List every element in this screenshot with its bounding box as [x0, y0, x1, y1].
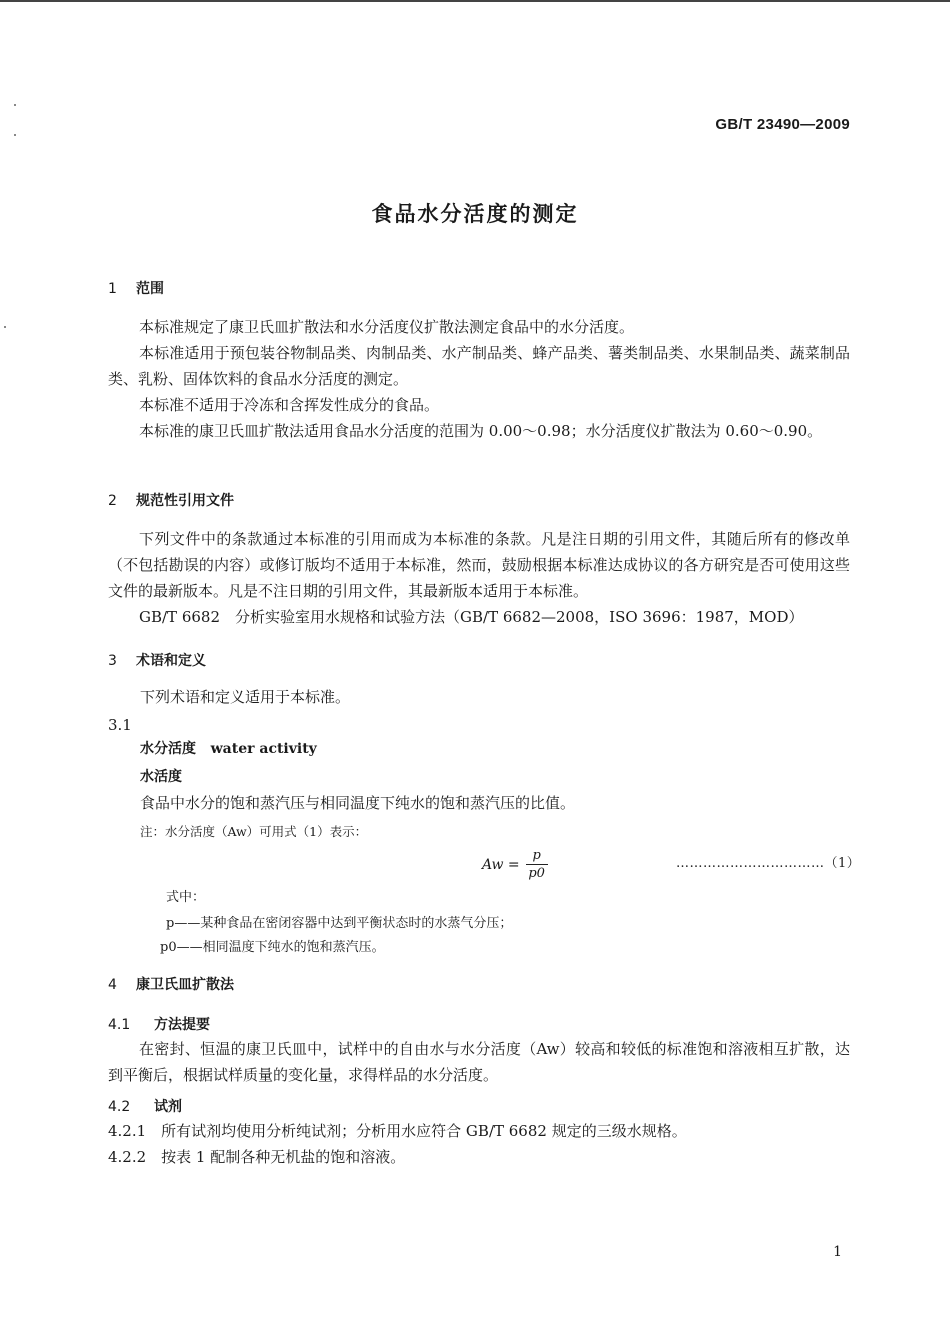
subsection-4-2-heading: 4.2 试剂: [108, 1099, 182, 1115]
standard-code: GB/T 23490—2009: [715, 116, 850, 133]
clause-4-2-1: 4.2.1 所有试剂均使用分析纯试剂；分析用水应符合 GB/T 6682 规定的三级水规格。: [108, 1122, 687, 1140]
term-heading: [140, 738, 317, 758]
formula-numerator: p: [532, 848, 541, 863]
section-2-heading: 2 规范性引用文件: [108, 493, 234, 509]
paragraph: 下列文件中的条款通过本标准的引用而成为本标准的条款。凡是注日期的引用文件，其随后所有的修改单（不包括勘误的内容）或修订版均不适用于本标准，然而，鼓励根据本标准达成协议的各方研究是否可使用这些文件的最新版本。凡是不注日期的引用文件，其最新版本适用于本标准。: [108, 530, 850, 600]
normative-reference: GB/T 6682 分析实验室用水规格和试验方法（GB/T 6682—2008，ISO 3696：1987，MOD）: [139, 608, 804, 626]
top-border-rule: [0, 0, 950, 2]
section-2-body: [108, 526, 850, 630]
paragraph: 本标准适用于预包装谷物制品类、肉制品类、水产制品类、蜂产品类、薯类制品类、水果制品类、蔬菜制品类、乳粉、固体饮料的食品水分活度的测定。: [108, 344, 850, 388]
formula-denominator: p0: [528, 866, 545, 881]
paragraph: 本标准不适用于冷冻和含挥发性成分的食品。: [139, 396, 440, 414]
clause-4-2-2: 4.2.2 按表 1 配制各种无机盐的饱和溶液。: [108, 1148, 406, 1166]
paragraph: 在密封、恒温的康卫氏皿中，试样中的自由水与水分活度（Aw）较高和较低的标准饱和溶液相互扩散，达到平衡后，根据试样质量的变化量，求得样品的水分活度。: [108, 1040, 850, 1084]
formula-note: 注：水分活度（Aw）可用式（1）表示：: [140, 824, 368, 839]
section-3-intro: 下列术语和定义适用于本标准。: [140, 688, 351, 706]
section-1-body: [108, 314, 850, 444]
term-chinese: 水分活度: [140, 741, 196, 757]
section-1-heading: 1 范围: [108, 281, 164, 297]
variable-p0-definition: p0——相同温度下纯水的饱和蒸汽压。: [160, 940, 385, 955]
scan-speck: [4, 326, 6, 328]
page-number: 1: [833, 1244, 842, 1260]
term-alternative: 水活度: [140, 769, 182, 785]
section-3-heading: 3 术语和定义: [108, 653, 206, 669]
formula-fraction: [526, 848, 548, 881]
variable-p-definition: p——某种食品在密闭容器中达到平衡状态时的水蒸气分压；: [166, 916, 513, 931]
equation-number: ……………………………（1）: [676, 856, 861, 871]
scan-speck: [14, 104, 16, 106]
scan-speck: [14, 134, 16, 136]
subsection-4-1-body: [108, 1036, 850, 1088]
section-4-heading: 4 康卫氏皿扩散法: [108, 977, 234, 993]
term-definition: 食品中水分的饱和蒸汽压与相同温度下纯水的饱和蒸汽压的比值。: [140, 794, 576, 812]
where-label: 式中：: [166, 890, 206, 905]
paragraph: 本标准规定了康卫氏皿扩散法和水分活度仪扩散法测定食品中的水分活度。: [139, 318, 635, 336]
formula-lhs: Aw =: [482, 856, 520, 873]
formula-1: [482, 848, 548, 881]
paragraph: 本标准的康卫氏皿扩散法适用食品水分活度的范围为 0.00～0.98；水分活度仪扩散法为 0.60～0.90。: [139, 422, 823, 440]
term-english: water activity: [210, 741, 317, 757]
document-title: 食品水分活度的测定: [371, 202, 579, 226]
subsection-3-1-number: 3.1: [108, 716, 132, 734]
subsection-4-1-heading: 4.1 方法提要: [108, 1017, 210, 1033]
